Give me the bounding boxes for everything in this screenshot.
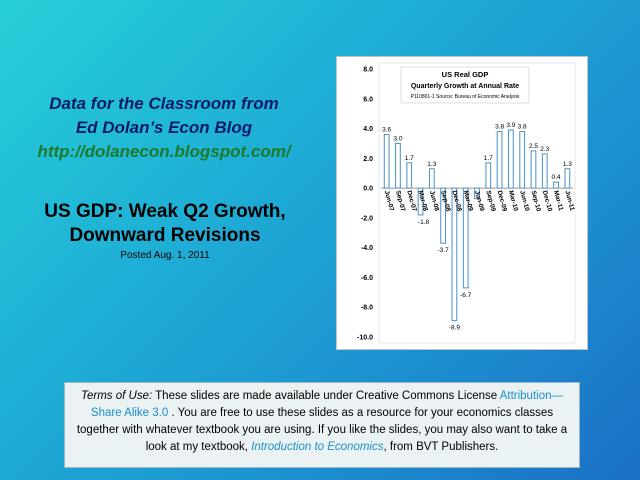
data-label: -6.7: [460, 291, 472, 299]
bar-sep-10: [531, 151, 536, 188]
y-tick-label: 8.0: [363, 66, 373, 74]
data-label: 3.0: [393, 135, 403, 143]
y-tick-label: 4.0: [363, 126, 373, 134]
headline: [10, 200, 320, 261]
textbook-link[interactable]: Introduction to Economics: [251, 441, 384, 453]
data-label: 1.3: [427, 160, 437, 168]
headline-line-2: Downward Revisions: [69, 225, 261, 246]
blog-url-link[interactable]: http://dolanecon.blogspot.com/: [37, 142, 291, 161]
bar-jun-07: [384, 135, 389, 189]
bar-mar-11: [554, 182, 559, 188]
category-label: Mar-08: [416, 189, 429, 212]
bar-jun-10: [520, 132, 525, 189]
data-label: 2.5: [528, 142, 538, 150]
data-label: 3.8: [517, 123, 527, 131]
data-label: 0.4: [551, 174, 561, 182]
category-label: Jun-09: [473, 189, 486, 212]
bar-dec-09: [497, 132, 502, 189]
terms-text-1: These slides are made available under Creative Commons License: [152, 390, 500, 402]
chart-source: P110801-1 Source: Bureau of Economic Analysis: [410, 94, 520, 100]
data-label: 3.6: [382, 126, 392, 134]
category-label: Dec-09: [495, 189, 508, 213]
category-label: Mar-11: [552, 189, 565, 212]
category-label: Sep-08: [439, 189, 452, 213]
data-label: 2.3: [540, 145, 550, 153]
category-label: Mar-09: [461, 189, 474, 212]
category-label: Mar-10: [506, 189, 520, 212]
terms-text-3: , from BVT Publishers.: [383, 441, 499, 453]
y-tick-label: -10.0: [357, 334, 373, 342]
category-label: Jun-08: [427, 189, 441, 212]
category-label: Jun-11: [563, 189, 576, 212]
terms-text-2: . You are free to use these slides as a resource for your economics classes together with whatever textbook you are using. If you like the slides, you may also want to take a look at my textbook,: [76, 407, 568, 453]
bar-dec-07: [407, 163, 412, 188]
license-link[interactable]: Attribution—Share Alike 3.0: [90, 390, 563, 419]
category-label: Sep-10: [529, 189, 542, 213]
category-label: Jun-10: [518, 189, 531, 212]
y-tick-label: -6.0: [360, 274, 373, 282]
y-tick-label: -8.0: [360, 304, 373, 312]
category-label: Jun-07: [382, 189, 395, 212]
data-label: -3.7: [437, 247, 449, 255]
chart-title: US Real GDP: [441, 70, 489, 79]
bar-dec-10: [542, 154, 547, 188]
data-label: -1.8: [417, 218, 430, 226]
bar-sep-07: [396, 143, 401, 188]
y-tick-label: 2.0: [363, 155, 373, 163]
y-tick-label: 0.0: [363, 185, 373, 193]
category-label: Dec-10: [540, 189, 554, 213]
data-label: 3.8: [495, 123, 505, 131]
data-label: 1.3: [562, 160, 572, 168]
bar-mar-10: [509, 130, 514, 188]
gdp-chart: [336, 56, 588, 350]
bar-sep-09: [486, 163, 491, 188]
posted-date: Posted Aug. 1, 2011: [120, 250, 210, 261]
blog-credit-line-2: Ed Dolan’s Econ Blog: [75, 118, 253, 137]
y-tick-label: 6.0: [363, 96, 373, 104]
data-label: 1.7: [483, 154, 493, 162]
blog-credit-line-1: Data for the Classroom from: [49, 94, 279, 113]
blog-credit: [18, 92, 310, 164]
chart-subtitle: Quarterly Growth at Annual Rate: [410, 83, 520, 90]
y-tick-label: -2.0: [360, 215, 373, 223]
gdp-chart-svg: [337, 57, 587, 349]
category-label: Dec-08: [450, 189, 463, 213]
category-label: Dec-07: [405, 189, 418, 213]
bar-jun-08: [429, 169, 434, 188]
bar-jun-11: [565, 169, 570, 188]
data-label: 3.9: [506, 122, 516, 130]
category-label: Sep-09: [484, 189, 497, 213]
terms-of-use: [64, 382, 580, 468]
headline-line-1: US GDP: Weak Q2 Growth,: [44, 201, 286, 222]
terms-label: Terms of Use:: [81, 390, 153, 402]
data-label: 1.7: [404, 154, 414, 162]
y-tick-label: -4.0: [360, 245, 373, 253]
data-label: -8.9: [448, 324, 461, 332]
category-label: Sep-07: [394, 189, 407, 213]
